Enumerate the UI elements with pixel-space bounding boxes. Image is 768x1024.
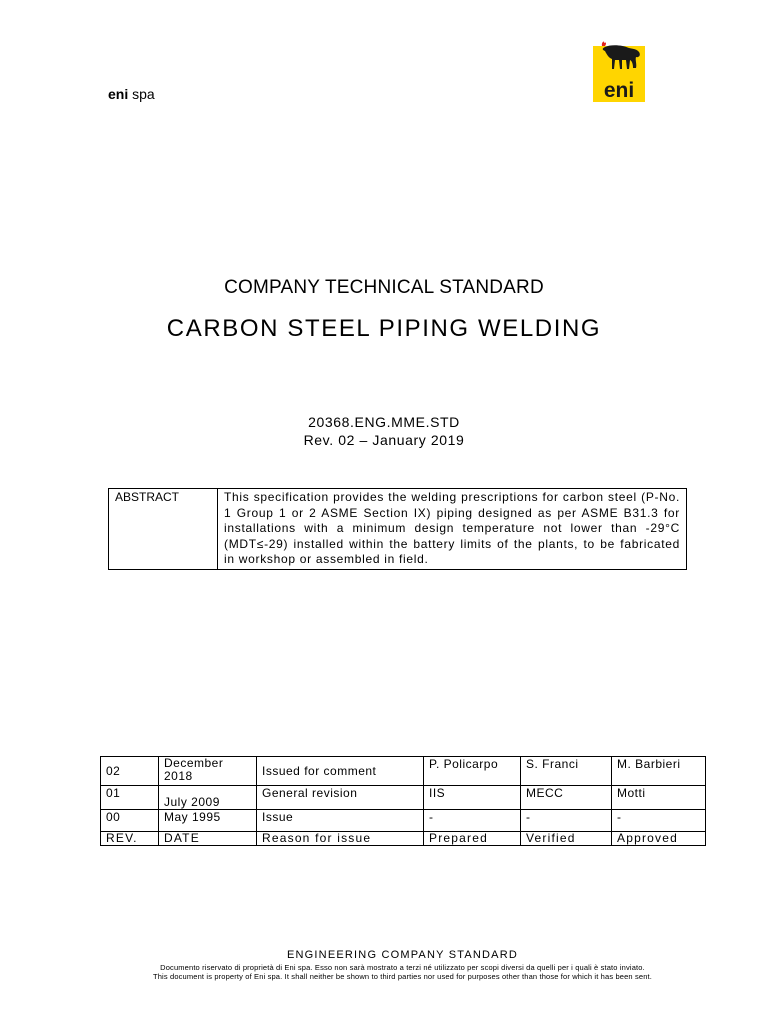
revision-table — [100, 756, 706, 846]
rev-cell: 02 — [101, 757, 159, 786]
abstract-text: This specification provides the welding prescriptions for carbon steel (P-No. 1 Group 1 or 2 ASME Section IX) piping designed as per ASME B31.3 for installations with a minimum design temperature not lower than -29°C (MDT≤-29) installed within the battery limits of the plants, to be fabricated in workshop or assembled in field. — [218, 489, 687, 570]
document-code: 20368.ENG.MME.STD — [308, 414, 460, 430]
verified-cell: - — [521, 810, 612, 832]
header-prepared: Prepared — [424, 832, 521, 846]
rev-cell: 01 — [101, 786, 159, 810]
eni-logo — [593, 40, 645, 102]
reason-cell: Issue — [257, 810, 424, 832]
revision-row — [101, 810, 706, 832]
footer-confidentiality-en: This document is property of Eni spa. It shall neither be shown to third parties nor used for purposes other than those for which it has been sent. — [153, 972, 652, 981]
rev-cell: 00 — [101, 810, 159, 832]
reason-cell: Issued for comment — [257, 757, 424, 786]
approved-cell: Motti — [612, 786, 706, 810]
document-title: CARBON STEEL PIPING WELDING — [166, 315, 602, 342]
date-cell: May 1995 — [159, 810, 257, 832]
header-approved: Approved — [612, 832, 706, 846]
prepared-cell: IIS — [424, 786, 521, 810]
document-revision: Rev. 02 – January 2019 — [303, 432, 465, 448]
verified-cell: S. Franci — [521, 757, 612, 786]
revision-row — [101, 786, 706, 810]
date-cell: December 2018 — [159, 757, 257, 786]
revision-header-row — [101, 832, 706, 846]
header-verified: Verified — [521, 832, 612, 846]
approved-cell: - — [612, 810, 706, 832]
prepared-cell: - — [424, 810, 521, 832]
abstract-label: ABSTRACT — [109, 489, 218, 570]
header-rev: REV. — [101, 832, 159, 846]
abstract-table — [108, 488, 687, 570]
header-reason: Reason for issue — [257, 832, 424, 846]
approved-cell: M. Barbieri — [612, 757, 706, 786]
revision-row — [101, 757, 706, 786]
document-type: COMPANY TECHNICAL STANDARD — [224, 277, 544, 298]
company-name-bold: eni — [108, 86, 129, 102]
logo-fire-icon — [602, 42, 606, 46]
verified-cell: MECC — [521, 786, 612, 810]
abstract-row — [109, 489, 687, 570]
header-date: DATE — [159, 832, 257, 846]
date-cell: July 2009 — [159, 786, 257, 810]
footer-confidentiality-it: Documento riservato di proprietà di Eni spa. Esso non sarà mostrato a terzi né utilizzato per scopi diversi da quelli per i quali è stato inviato. — [160, 963, 645, 972]
company-name-rest: spa — [128, 86, 155, 102]
company-name — [108, 86, 155, 102]
logo-wordmark: eni — [603, 79, 635, 102]
footer-title: ENGINEERING COMPANY STANDARD — [286, 949, 518, 961]
reason-cell: General revision — [257, 786, 424, 810]
prepared-cell: P. Policarpo — [424, 757, 521, 786]
